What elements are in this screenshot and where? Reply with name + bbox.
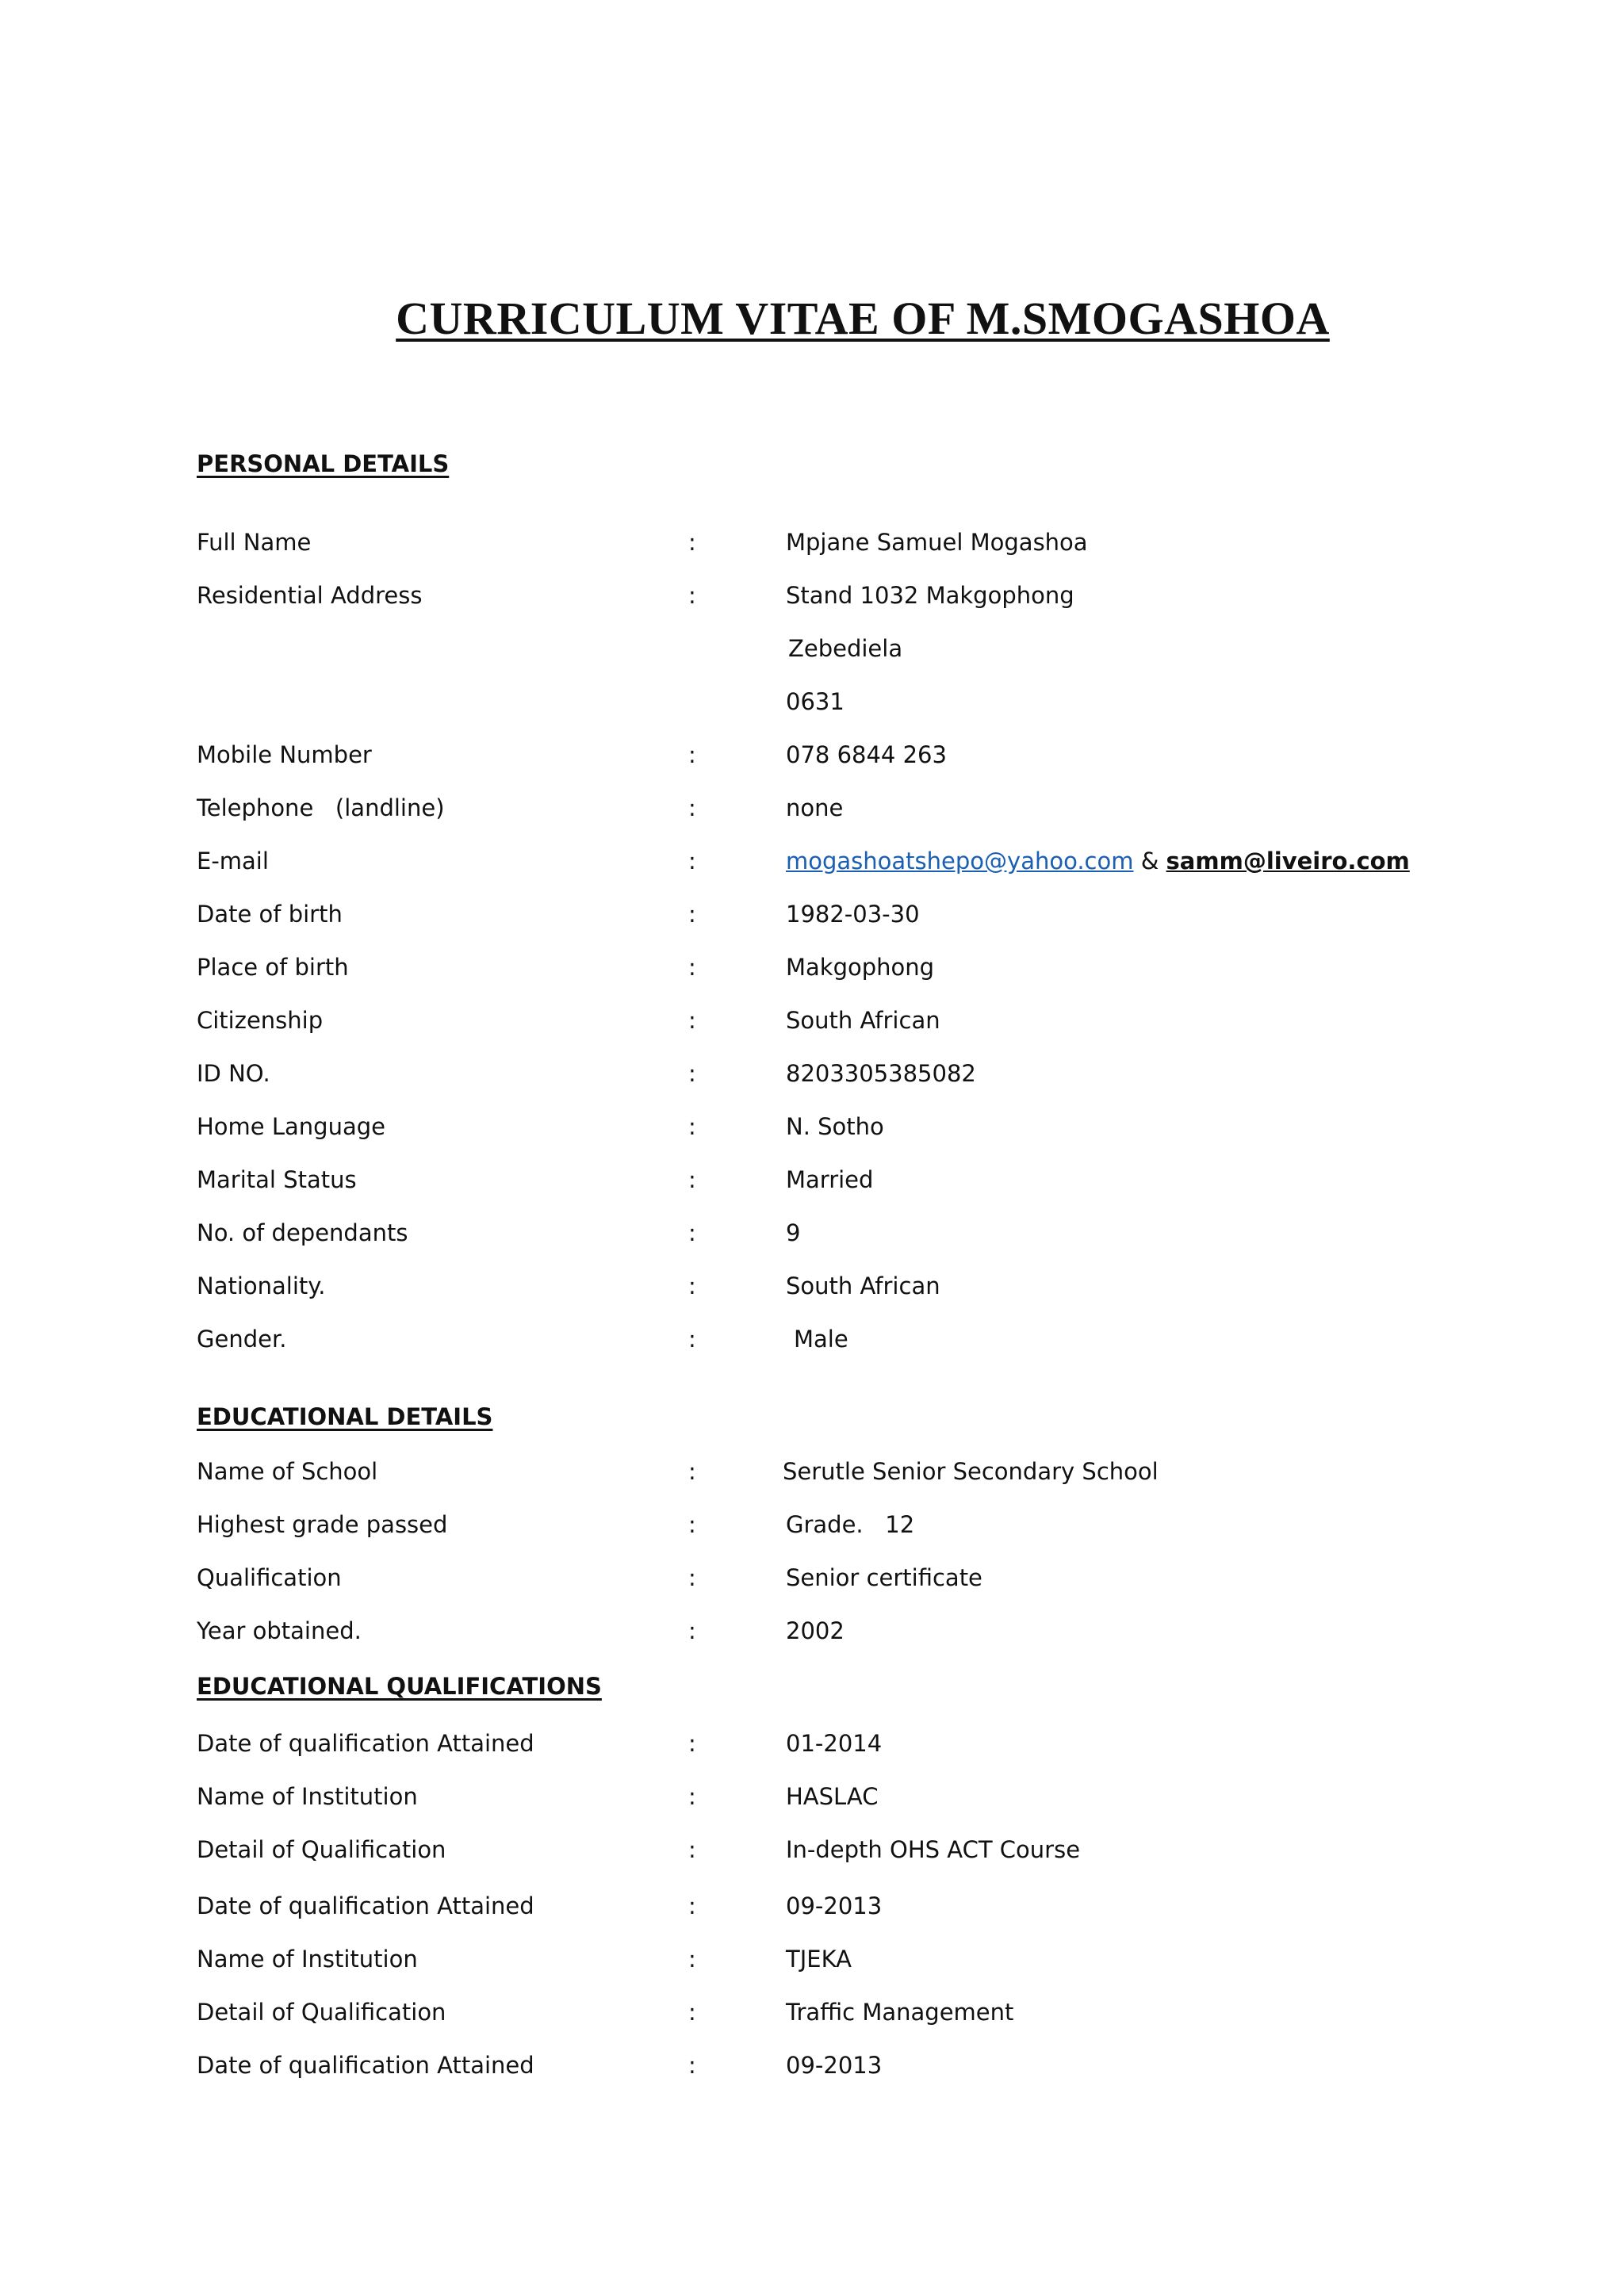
field-label: Place of birth bbox=[197, 954, 349, 981]
field-qualification-date bbox=[0, 2048, 1624, 2083]
field-highest-grade bbox=[0, 1507, 1624, 1542]
field-value: none bbox=[786, 794, 844, 821]
field-colon: : bbox=[688, 582, 696, 609]
field-colon: : bbox=[688, 1219, 696, 1246]
field-value bbox=[786, 844, 1410, 878]
field-value: Zebediela bbox=[788, 635, 903, 662]
field-colon: : bbox=[688, 1166, 696, 1193]
field-marital-status bbox=[0, 1162, 1624, 1197]
field-value: HASLAC bbox=[786, 1783, 879, 1810]
field-label: No. of dependants bbox=[197, 1219, 408, 1246]
field-colon: : bbox=[688, 1060, 696, 1087]
field-institution-name bbox=[0, 1942, 1624, 1976]
field-residential-address bbox=[0, 578, 1624, 613]
field-year-obtained bbox=[0, 1613, 1624, 1648]
field-mobile-number bbox=[0, 737, 1624, 772]
field-label: Name of Institution bbox=[197, 1946, 418, 1973]
field-colon: : bbox=[688, 1617, 696, 1644]
field-colon: : bbox=[688, 1113, 696, 1140]
field-value: 0631 bbox=[786, 688, 845, 715]
field-value: South African bbox=[786, 1007, 940, 1034]
section-heading-qualifications: EDUCATIONAL QUALIFICATIONS bbox=[197, 1673, 602, 1700]
field-colon: : bbox=[688, 1458, 696, 1485]
field-value: 8203305385082 bbox=[786, 1060, 976, 1087]
field-value: 01-2014 bbox=[786, 1730, 883, 1757]
field-label: Year obtained. bbox=[197, 1617, 362, 1644]
field-address-line-2 bbox=[0, 631, 1624, 666]
field-colon: : bbox=[688, 1511, 696, 1538]
field-nationality bbox=[0, 1269, 1624, 1303]
field-date-of-birth bbox=[0, 897, 1624, 932]
field-label: Citizenship bbox=[197, 1007, 324, 1034]
field-value: In-depth OHS ACT Course bbox=[786, 1836, 1081, 1863]
email-link-liveiro[interactable]: samm@liveiro.com bbox=[1166, 848, 1410, 874]
page-title: CURRICULUM VITAE OF M.SMOGASHOA bbox=[396, 293, 1330, 344]
field-value: N. Sotho bbox=[786, 1113, 884, 1140]
field-colon: : bbox=[688, 1999, 696, 2026]
field-label: Detail of Qualification bbox=[197, 1836, 446, 1863]
field-address-line-3 bbox=[0, 684, 1624, 719]
field-colon: : bbox=[688, 1836, 696, 1863]
field-colon: : bbox=[688, 1564, 696, 1591]
field-qualification-date bbox=[0, 1888, 1624, 1923]
field-value: Traffic Management bbox=[786, 1999, 1014, 2026]
field-colon: : bbox=[688, 2052, 696, 2079]
field-value: Grade. 12 bbox=[786, 1511, 915, 1538]
field-telephone bbox=[0, 790, 1624, 825]
field-id-number bbox=[0, 1056, 1624, 1091]
field-label: E-mail bbox=[197, 848, 269, 874]
field-colon: : bbox=[688, 1326, 696, 1353]
field-qualification-detail bbox=[0, 1832, 1624, 1867]
field-label: Date of qualification Attained bbox=[197, 2052, 534, 2079]
field-qualification-detail bbox=[0, 1995, 1624, 2030]
field-colon: : bbox=[688, 1946, 696, 1973]
field-label: Marital Status bbox=[197, 1166, 357, 1193]
field-school-name bbox=[0, 1454, 1624, 1489]
field-colon: : bbox=[688, 794, 696, 821]
field-label: Full Name bbox=[197, 529, 312, 556]
field-colon: : bbox=[688, 1730, 696, 1757]
field-value: 2002 bbox=[786, 1617, 845, 1644]
field-value: Makgophong bbox=[786, 954, 935, 981]
field-colon: : bbox=[688, 1892, 696, 1919]
field-colon: : bbox=[688, 848, 696, 874]
field-colon: : bbox=[688, 1272, 696, 1299]
field-label: Date of birth bbox=[197, 901, 343, 928]
field-qualification bbox=[0, 1560, 1624, 1595]
field-value: TJEKA bbox=[786, 1946, 852, 1973]
field-value: Serutle Senior Secondary School bbox=[783, 1458, 1159, 1485]
section-heading-personal: PERSONAL DETAILS bbox=[197, 450, 450, 477]
field-qualification-date bbox=[0, 1726, 1624, 1761]
field-colon: : bbox=[688, 1007, 696, 1034]
field-value: 09-2013 bbox=[786, 1892, 883, 1919]
field-value: Mpjane Samuel Mogashoa bbox=[786, 529, 1088, 556]
field-label: Residential Address bbox=[197, 582, 423, 609]
field-label: Highest grade passed bbox=[197, 1511, 448, 1538]
field-label: Home Language bbox=[197, 1113, 385, 1140]
field-label: Date of qualification Attained bbox=[197, 1892, 534, 1919]
field-home-language bbox=[0, 1109, 1624, 1144]
field-label: Name of School bbox=[197, 1458, 378, 1485]
field-value: Senior certificate bbox=[786, 1564, 982, 1591]
field-colon: : bbox=[688, 954, 696, 981]
section-heading-education: EDUCATIONAL DETAILS bbox=[197, 1403, 493, 1430]
field-value: 078 6844 263 bbox=[786, 741, 947, 768]
field-value: 09-2013 bbox=[786, 2052, 883, 2079]
field-value: Male bbox=[794, 1326, 848, 1353]
field-label: Detail of Qualification bbox=[197, 1999, 446, 2026]
field-colon: : bbox=[688, 901, 696, 928]
field-colon: : bbox=[688, 741, 696, 768]
field-value: 9 bbox=[786, 1219, 801, 1246]
field-label: Date of qualification Attained bbox=[197, 1730, 534, 1757]
field-full-name bbox=[0, 525, 1624, 560]
field-gender bbox=[0, 1322, 1624, 1357]
field-label: Telephone (landline) bbox=[197, 794, 445, 821]
field-citizenship bbox=[0, 1003, 1624, 1038]
email-separator: & bbox=[1140, 848, 1159, 874]
field-value: Stand 1032 Makgophong bbox=[786, 582, 1074, 609]
field-colon: : bbox=[688, 1783, 696, 1810]
field-label: Mobile Number bbox=[197, 741, 372, 768]
email-link-yahoo[interactable]: mogashoatshepo@yahoo.com bbox=[786, 848, 1134, 874]
field-email bbox=[0, 844, 1624, 878]
field-colon: : bbox=[688, 529, 696, 556]
field-place-of-birth bbox=[0, 950, 1624, 985]
field-label: Qualification bbox=[197, 1564, 342, 1591]
field-institution-name bbox=[0, 1779, 1624, 1814]
field-dependants bbox=[0, 1215, 1624, 1250]
field-label: ID NO. bbox=[197, 1060, 270, 1087]
field-value: 1982-03-30 bbox=[786, 901, 920, 928]
field-label: Name of Institution bbox=[197, 1783, 418, 1810]
field-value: South African bbox=[786, 1272, 940, 1299]
field-label: Nationality. bbox=[197, 1272, 326, 1299]
field-value: Married bbox=[786, 1166, 874, 1193]
field-label: Gender. bbox=[197, 1326, 287, 1353]
